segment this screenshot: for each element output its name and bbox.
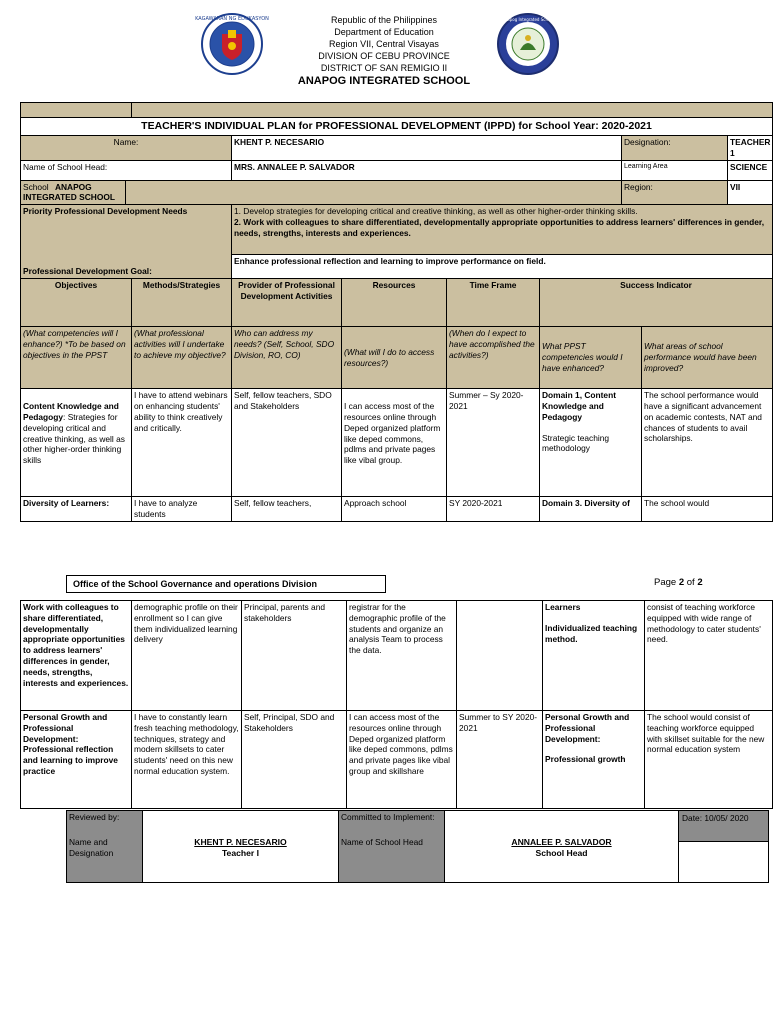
row2-timeframe: SY 2020-2021 [447, 497, 540, 522]
col-timeframe: Time Frame [447, 279, 540, 327]
col-objectives: Objectives [21, 279, 132, 327]
header-republic: Republic of the Philippines [330, 15, 438, 25]
teacher-signature [143, 811, 339, 883]
learning-area-label: Learning Area [622, 160, 728, 180]
guide-methods: (What professional activities will I undertake to achieve my objective? [132, 327, 232, 389]
row1-resources: I can access most of the resources online through Deped organized platform like deped commons, pdlms and private pages like vibal group. [342, 389, 447, 497]
ippd-table-page1 [20, 102, 773, 522]
form-title: TEACHER'S INDIVIDUAL PLAN for PROFESSIONAL DEVELOPMENT (IPPD) for School Year: 2020-2021 [21, 118, 773, 136]
row2b-domain: Learners [545, 602, 581, 612]
row1-domain: Domain 1, Content Knowledge and Pedagogy [542, 390, 616, 422]
row1-timeframe: Summer – Sy 2020-2021 [447, 389, 540, 497]
row1-ppst [540, 389, 642, 497]
row2b-areas: consist of teaching workforce equipped with wide range of methodology to cater students' need. [645, 601, 773, 711]
col-methods: Methods/Strategies [132, 279, 232, 327]
guide-ppst: What PPST competencies would I have enhanced? [540, 327, 642, 389]
row3-provider: Self, Principal, SDO and Stakeholders [242, 711, 347, 809]
guide-provider: Who can address my needs? (Self, School, SDO Division, RO, CO) [232, 327, 342, 389]
priority-need-2: 2. Work with colleagues to share differentiated, developmentally appropriate opportunities to address learners' differences in gender, needs, strengths, interests and experiences. [234, 216, 765, 238]
committed-cell [339, 811, 445, 883]
row2b-timeframe [457, 601, 543, 711]
row2-resources: Approach school [342, 497, 447, 522]
guide-resources: (What will I do to access resources?) [342, 327, 447, 389]
page-prefix: Page [654, 577, 679, 588]
committed-label: Committed to Implement: [341, 812, 435, 822]
letterhead [0, 14, 768, 88]
office-label: Office of the School Governance and operations Division [66, 575, 386, 593]
region-value: VII [728, 180, 773, 205]
row3-areas: The school would consist of teaching workforce equipped with skillset suitable for the new normal education system [645, 711, 773, 809]
col-success: Success Indicator [540, 279, 773, 327]
page-indicator [654, 577, 703, 588]
row2-objective: Diversity of Learners: [21, 497, 132, 522]
signature-table [66, 810, 769, 883]
row3-strategy: Professional growth [545, 754, 626, 765]
date-cell [679, 811, 769, 883]
row2b-objective: Work with colleagues to share differentiated, developmentally appropriate opportunities to address learners' differences in gender, needs, strengths, interests and experiences. [21, 601, 132, 711]
row3-ppst [543, 711, 645, 809]
name-designation-label: Name and Designation [69, 836, 114, 858]
school-head-label: Name of School Head: [21, 160, 232, 180]
seal-left-text: KAGAWARAN NG EDUKASYON [195, 16, 269, 22]
reviewed-cell [67, 811, 143, 883]
page-num: 2 [678, 577, 685, 588]
row3-methods: I have to constantly learn fresh teaching methodology, techniques, strategy and modern skillsets to cater students' need on this new normal education system. [132, 711, 242, 809]
row3-resources: I can access most of the resources online through Deped organized platform like deped commons, pdlms and private pages like vibal group and skillshare [347, 711, 457, 809]
goal-label: Professional Development Goal: [21, 255, 232, 279]
guide-timeframe: (When do I expect to have accomplished the activities?) [447, 327, 540, 389]
row3-domain: Personal Growth and Professional Development: [545, 712, 630, 744]
head-signature [445, 811, 679, 883]
page-of: of [684, 577, 698, 588]
row2b-provider: Principal, parents and stakeholders [242, 601, 347, 711]
row2-areas: The school would [642, 497, 773, 522]
head-title: School Head [535, 847, 588, 858]
header-district: DISTRICT OF SAN REMIGIO II [320, 63, 448, 73]
teacher-name: KHENT P. NECESARIO [194, 837, 287, 847]
page-total: 2 [697, 577, 703, 588]
region-label: Region: [622, 180, 728, 205]
col-resources: Resources [342, 279, 447, 327]
guide-objectives: (What competencies will I enhance?) *To be based on objectives in the PPST [21, 327, 132, 389]
date-label: Date: 10/05/ 2020 [679, 811, 768, 842]
row1-methods: I have to attend webinars on enhancing students' ability to think creatively and critically. [132, 389, 232, 497]
row2-domain: Domain 3. Diversity of [540, 497, 642, 522]
name-label: Name: [21, 136, 232, 161]
learning-area-value: SCIENCE [728, 160, 773, 180]
row1-strategy: Strategic teaching methodology [542, 432, 610, 454]
goal-value: Enhance professional reflection and learning to improve performance on field. [232, 255, 773, 279]
school-label [21, 180, 126, 205]
row1-objective: Content Knowledge and Pedagogy: Strategies for developing critical and creative thinking, as well as other higher-order thinking skills [21, 389, 132, 497]
header-division: DIVISION OF CEBU PROVINCE [318, 51, 450, 61]
teacher-title: Teacher I [221, 847, 260, 858]
designation-label: Designation: [622, 136, 728, 161]
name-value: KHENT P. NECESARIO [232, 136, 622, 161]
school-label-text: School [23, 181, 49, 192]
seal-right-text: Anapog Integrated School [501, 17, 555, 22]
priority-label: Priority Professional Development Needs [21, 205, 232, 255]
row2-methods: I have to analyze students [132, 497, 232, 522]
header-region: Region VII, Central Visayas [329, 39, 439, 49]
row3-timeframe: Summer to SY 2020-2021 [457, 711, 543, 809]
col-provider: Provider of Professional Development Activities [232, 279, 342, 327]
priority-needs [232, 205, 773, 255]
row2b-resources: registrar for the demographic profile of the students and organize an analysis Team to process the data. [347, 601, 457, 711]
row3-objective: Personal Growth and Professional Development: Professional reflection and learning to improve practice [21, 711, 132, 809]
head-name-label: Name of School Head [341, 836, 423, 847]
guide-areas: What areas of school performance would have been improved? [642, 327, 773, 389]
row2b-methods: demographic profile on their enrollment so I can give them individualized learning delivery [132, 601, 242, 711]
row1-objective-title: Content Knowledge and Pedagogy [23, 401, 119, 422]
row2b-ppst [543, 601, 645, 711]
school-head-value: MRS. ANNALEE P. SALVADOR [232, 160, 622, 180]
header-department: Department of Education [334, 27, 434, 37]
row1-objective-detail: Strategies for developing critical and creative thinking, as well as other higher-order thinking skills [23, 411, 125, 466]
row1-provider: Self, fellow teachers, SDO and Stakeholders [232, 389, 342, 497]
designation-value: TEACHER 1 [728, 136, 773, 161]
header-school: ANAPOG INTEGRATED SCHOOL [297, 75, 471, 87]
ippd-table-page2 [20, 600, 773, 809]
reviewed-label: Reviewed by: [69, 812, 120, 822]
row2b-strategy: Individualized teaching method. [545, 622, 638, 644]
priority-need-1: 1. Develop strategies for developing critical and creative thinking, as well as other higher-order thinking skills. [234, 206, 638, 217]
row2-provider: Self, fellow teachers, [232, 497, 342, 522]
row1-areas: The school performance would have a significant advancement on academic contests, NAT and chances of students to avail scholarships. [642, 389, 773, 497]
head-name: ANNALEE P. SALVADOR [511, 837, 612, 847]
school-value: ANAPOG INTEGRATED SCHOOL [23, 181, 115, 203]
